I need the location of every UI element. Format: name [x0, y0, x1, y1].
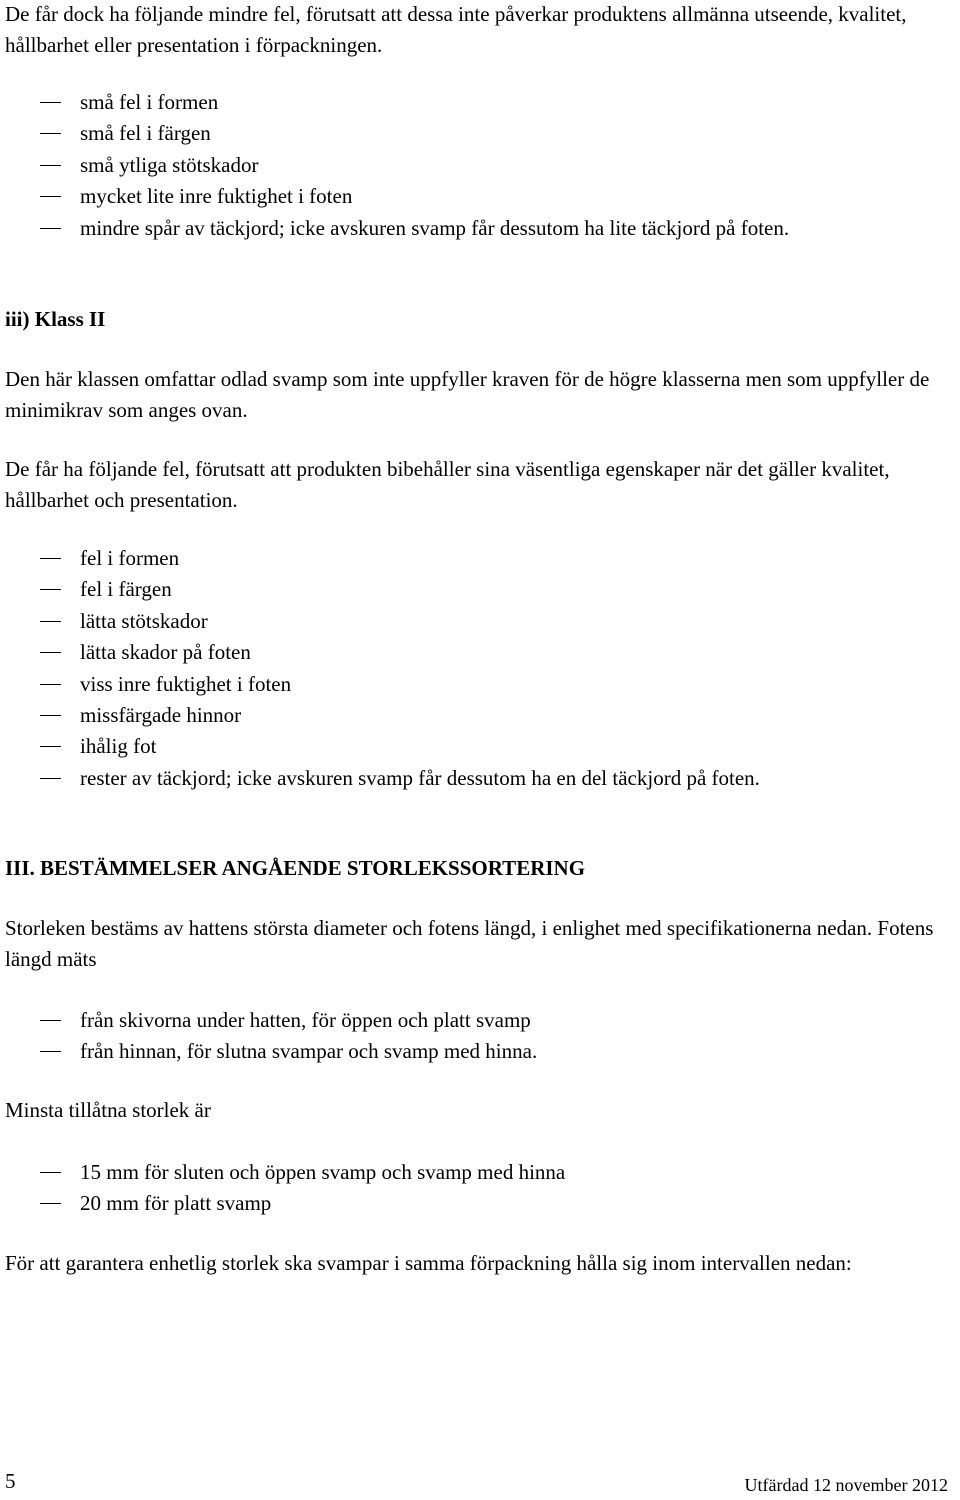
dash-bullet [40, 589, 61, 590]
minor-defects-list [5, 87, 955, 244]
section3-paragraph: Storleken bestäms av hattens största diameter och fotens längd, i enlighet med specifikationerna nedan. Fotens längd mäts [5, 916, 934, 971]
dash-bullet [40, 1020, 61, 1021]
dash-bullet [40, 652, 61, 653]
list-item: rester av täckjord; icke avskuren svamp får dessutom ha en del täckjord på foten. [5, 763, 955, 794]
class2-heading: iii) Klass II [5, 307, 106, 331]
dash-bullet [40, 1172, 61, 1173]
list-item: små fel i färgen [5, 118, 955, 149]
dash-bullet [40, 228, 61, 229]
page-number: 5 [5, 1469, 16, 1493]
list-item: från hinnan, för slutna svampar och svamp med hinna. [5, 1036, 955, 1067]
class2-defects-list [5, 543, 955, 794]
list-item: mindre spår av täckjord; icke avskuren svamp får dessutom ha lite täckjord på foten. [5, 213, 955, 244]
dash-bullet [40, 715, 61, 716]
measure-list [5, 1005, 955, 1068]
dash-bullet [40, 558, 61, 559]
list-item: små ytliga stötskador [5, 150, 955, 181]
list-item: viss inre fuktighet i foten [5, 669, 955, 700]
uniformity-paragraph: För att garantera enhetlig storlek ska svampar i samma förpackning hålla sig inom intervallen nedan: [5, 1251, 852, 1275]
list-item: 15 mm för sluten och öppen svamp och svamp med hinna [5, 1157, 955, 1188]
dash-bullet [40, 684, 61, 685]
list-item: fel i formen [5, 543, 955, 574]
dash-bullet [40, 746, 61, 747]
list-item: 20 mm för platt svamp [5, 1188, 955, 1219]
dash-bullet [40, 196, 61, 197]
class2-paragraph-1: Den här klassen omfattar odlad svamp som inte uppfyller kraven för de högre klasserna men som uppfyller de minimikrav som anges ovan. [5, 367, 930, 422]
dash-bullet [40, 102, 61, 103]
list-item: ihålig fot [5, 731, 955, 762]
dash-bullet [40, 165, 61, 166]
list-item: små fel i formen [5, 87, 955, 118]
list-item: lätta stötskador [5, 606, 955, 637]
section3-heading: III. BESTÄMMELSER ANGÅENDE STORLEKSSORTERING [5, 856, 586, 880]
dash-bullet [40, 621, 61, 622]
dash-bullet [40, 1203, 61, 1204]
dash-bullet [40, 1051, 61, 1052]
dash-bullet [40, 133, 61, 134]
issued-date: Utfärdad 12 november 2012 [744, 1475, 948, 1495]
list-item: mycket lite inre fuktighet i foten [5, 181, 955, 212]
dash-bullet [40, 778, 61, 779]
list-item: lätta skador på foten [5, 637, 955, 668]
min-size-label: Minsta tillåtna storlek är [5, 1098, 211, 1122]
min-size-list [5, 1157, 955, 1220]
list-item: missfärgade hinnor [5, 700, 955, 731]
list-item: fel i färgen [5, 574, 955, 605]
class2-paragraph-2: De får ha följande fel, förutsatt att produkten bibehåller sina väsentliga egenskaper när det gäller kvalitet, hållbarhet och presentation. [5, 457, 890, 512]
list-item: från skivorna under hatten, för öppen och platt svamp [5, 1005, 955, 1036]
intro-paragraph: De får dock ha följande mindre fel, förutsatt att dessa inte påverkar produktens allmänna utseende, kvalitet, hållbarhet eller presentation i förpackningen. [5, 2, 907, 57]
